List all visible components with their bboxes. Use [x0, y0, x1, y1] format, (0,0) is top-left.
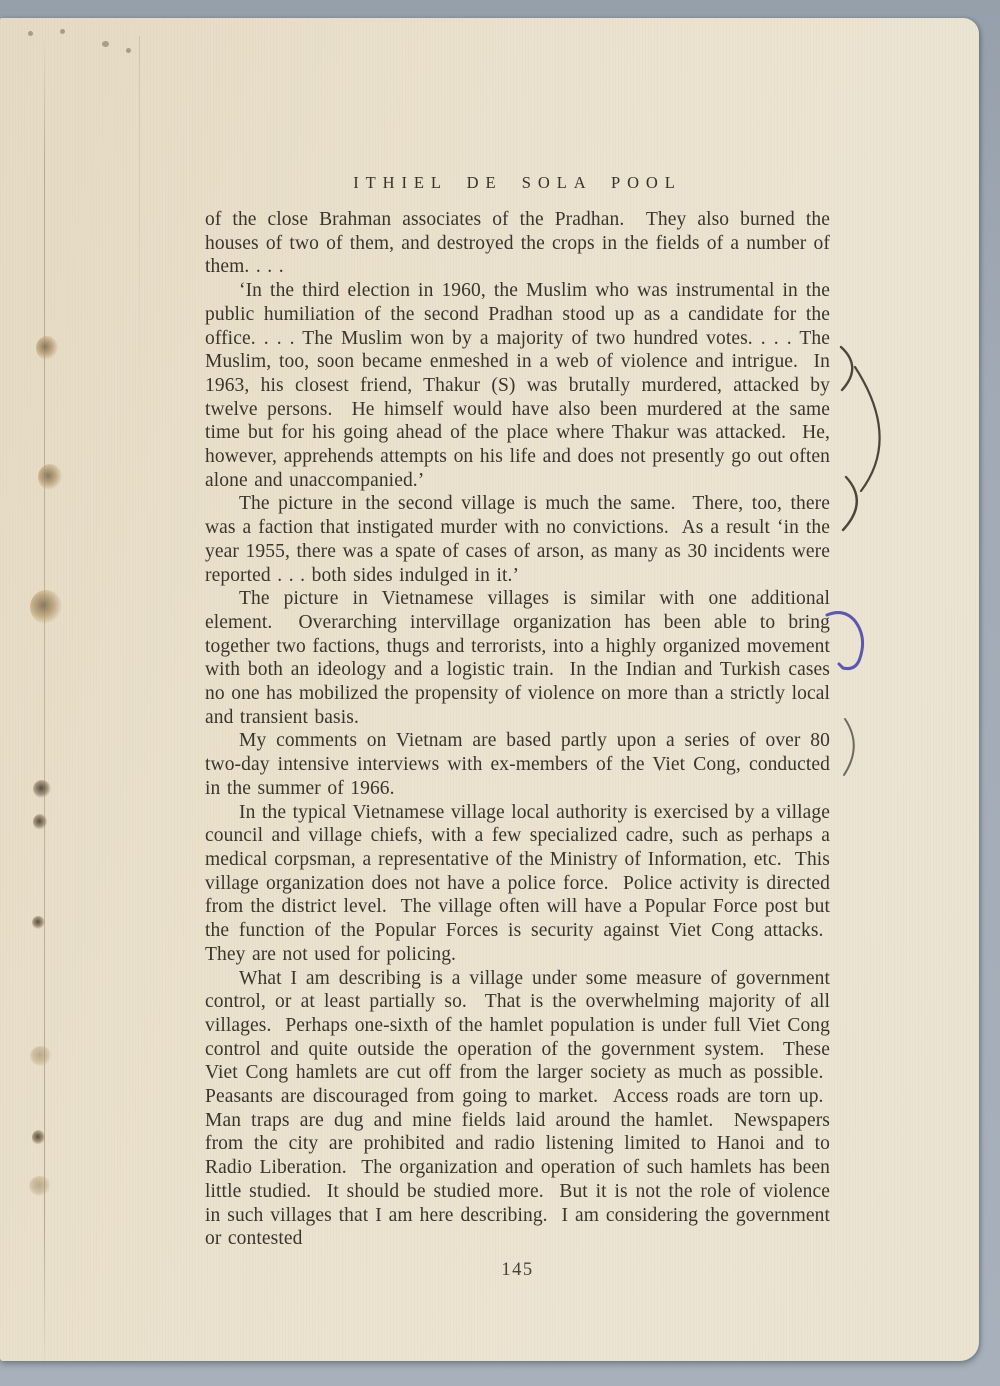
binding-stain	[32, 916, 45, 929]
paragraph: The picture in Vietnamese villages is similar with one additional element. Overarching intervillage organization has been able to bring together two factions, thugs and terrorists, into a highly organized movement with both an ideology and a logistic train. In the Indian and Turkish cases no one has mobilized the propensity of violence on more than a strictly local and transient basis.	[205, 588, 830, 728]
paragraph: ‘In the third election in 1960, the Muslim who was instrumental in the public humiliation of the second Pradhan stood up as a candidate for the office. . . . The Muslim won by a majority of two hundred votes. . . . The Muslim, too, soon became enmeshed in a web of violence and intrigue. In 1963, his closest friend, Thakur (S) was brutally murdered, attacked by twelve persons. He himself would have also been murdered at the same time but for his going ahead of the place where Thakur was attacked. He, however, apprehends attempts on his life and does not presently go out often alone and unaccompanied.’	[205, 280, 830, 491]
page-number: 145	[501, 1260, 534, 1280]
binding-stain	[36, 336, 58, 360]
paper-crease	[139, 36, 140, 426]
paragraph: My comments on Vietnam are based partly upon a series of over 80 two-day intensive interviews with ex-members of the Viet Cong, conducted in the summer of 1966.	[205, 730, 830, 799]
paragraph: What I am describing is a village under some measure of government control, or at least partially so. That is the overwhelming majority of all villages. Perhaps one-sixth of the hamlet population is under full Viet Cong control and quite outside the operation of the government system. These Viet Cong hamlets are cut off from the larger society as much as possible. Peasants are discouraged from going to market. Access roads are torn up. Man traps are dug and mine fields laid around the hamlet. Newspapers from the city are prohibited and radio listening limited to Hanoi and to Radio Liberation. The organization and operation of such hamlets has been little studied. It should be studied more. But it is not the role of violence in such villages that I am here describing. I am considering the government or contested	[205, 967, 830, 1250]
paper-speck	[102, 41, 109, 47]
running-header: ITHIEL DE SOLA POOL	[353, 173, 682, 192]
binding-stain	[32, 1130, 45, 1145]
binding-stain	[38, 464, 62, 490]
paper-speck	[28, 31, 33, 36]
binding-stain	[29, 1176, 51, 1196]
paper-speck	[60, 29, 65, 34]
binding-stain	[33, 814, 47, 830]
binding-stain	[30, 1046, 52, 1066]
paragraph: In the typical Vietnamese village local authority is exercised by a village council and village chiefs, with a few specialized cadre, such as perhaps a medical corpsman, a representative of the Ministry of Information, etc. This village organization does not have a police force. Police activity is directed from the district level. The village often will have a Popular Force post but the function of the Popular Forces is security against Viet Cong attacks. They are not used for policing.	[205, 801, 830, 965]
paper-page	[0, 18, 979, 1361]
paragraph: of the close Brahman associates of the Pradhan. They also burned the houses of two of them, and destroyed the crops in the fields of a number of them. . . .	[205, 209, 830, 278]
body-text	[205, 208, 830, 1251]
binding-stain	[30, 590, 62, 624]
binding-stain	[33, 780, 51, 798]
paper-speck	[126, 48, 131, 53]
paragraph: The picture in the second village is much the same. There, too, there was a faction that instigated murder with no convictions. As a result ‘in the year 1955, there was a spate of cases of arson, as many as 30 incidents were reported . . . both sides indulged in it.’	[205, 493, 830, 586]
